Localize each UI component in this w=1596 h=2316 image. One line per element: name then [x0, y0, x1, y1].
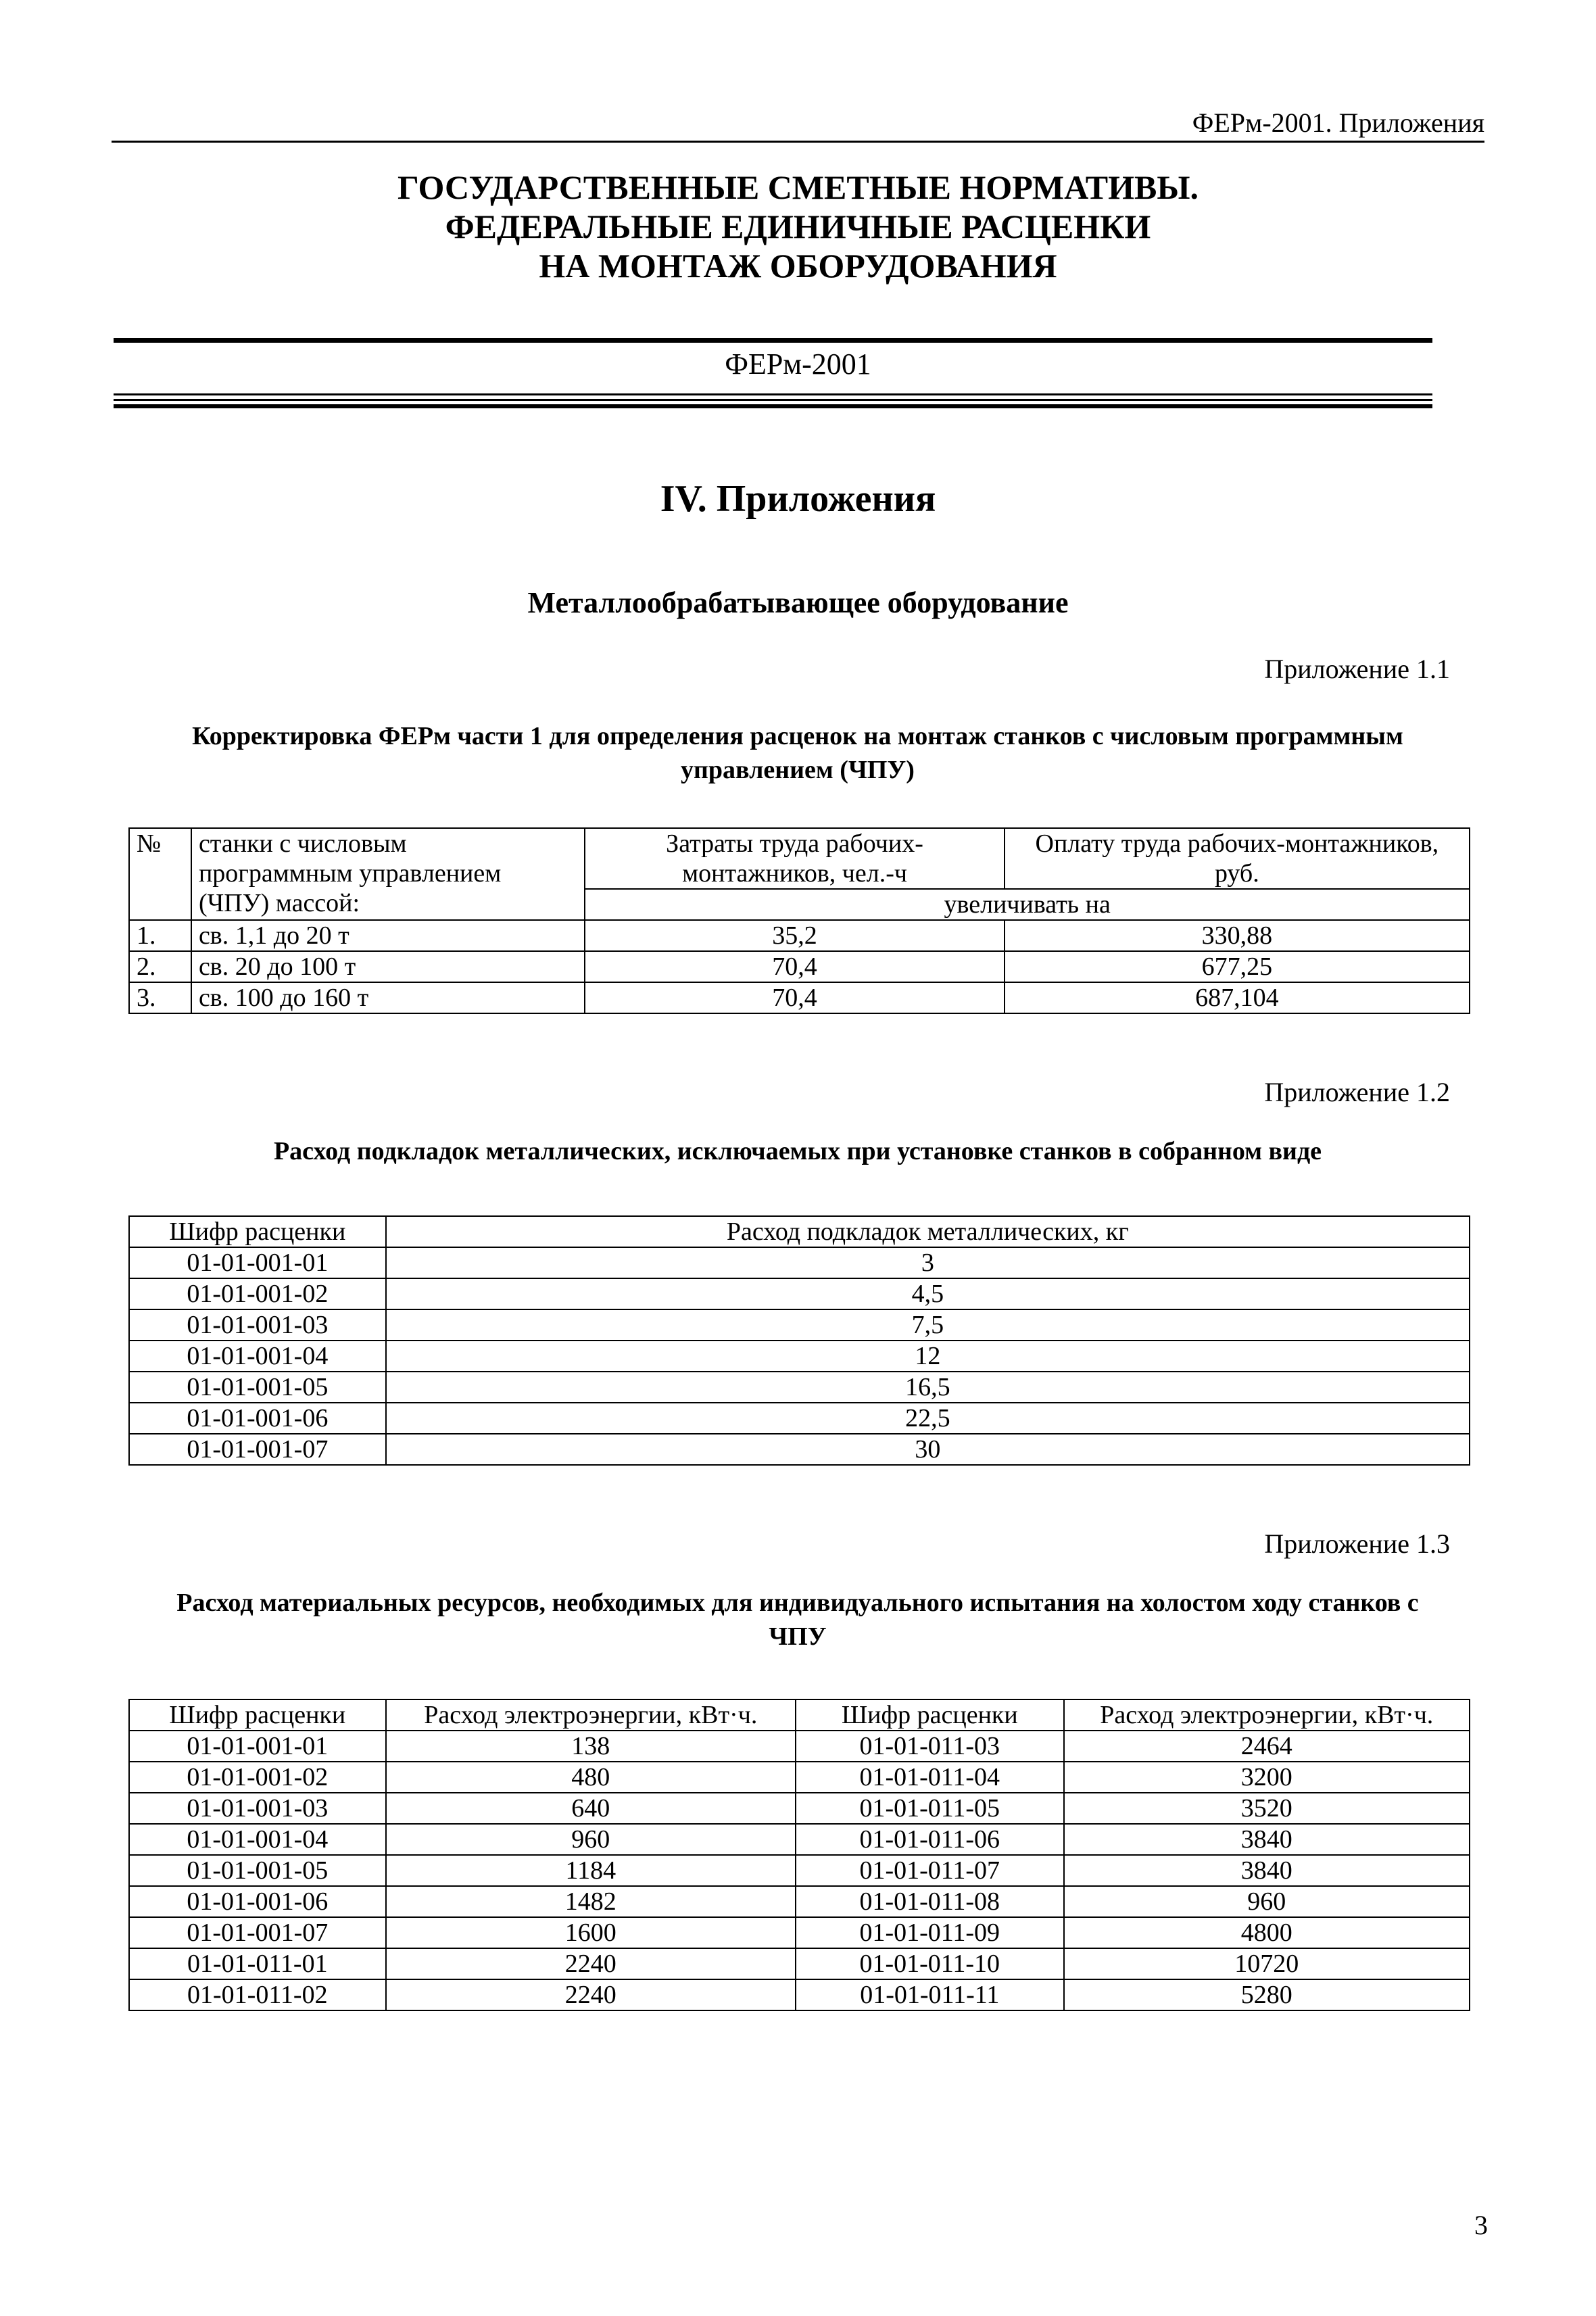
code-rule-bottom-1	[114, 393, 1432, 395]
header-code: Шифр расценки	[129, 1216, 386, 1247]
cell-code-2: 01-01-011-06	[796, 1824, 1064, 1855]
title-line-1: ГОСУДАРСТВЕННЫЕ СМЕТНЫЕ НОРМАТИВЫ.	[397, 168, 1199, 206]
cell-energy-1: 2240	[386, 1948, 796, 1979]
cell-code-1: 01-01-001-03	[129, 1793, 386, 1824]
table-row	[129, 1403, 1470, 1434]
cell-energy-1: 138	[386, 1731, 796, 1762]
cell-code: 01-01-001-07	[129, 1434, 386, 1465]
cell-energy-2: 2464	[1064, 1731, 1470, 1762]
document-title	[0, 168, 1596, 285]
caption-line-1: Расход материальных ресурсов, необходимых для индивидуального испытания на холостом ходу станков с	[176, 1589, 1419, 1617]
header-pads: Расход подкладок металлических, кг	[386, 1216, 1470, 1247]
table-row	[129, 982, 1470, 1013]
cell-code: 01-01-001-02	[129, 1278, 386, 1309]
table-row	[129, 1855, 1470, 1886]
header-wage-line-2: руб.	[1214, 859, 1259, 888]
code-label: ФЕРм-2001	[725, 347, 871, 381]
table-row	[129, 1948, 1470, 1979]
cell-energy-2: 5280	[1064, 1979, 1470, 2010]
cell-wage: 677,25	[1005, 951, 1470, 982]
cell-labor: 70,4	[585, 951, 1004, 982]
table-metal-pads	[128, 1215, 1470, 1466]
header-machine	[191, 828, 585, 920]
cell-value: 4,5	[386, 1278, 1470, 1309]
cell-labor: 35,2	[585, 920, 1004, 951]
appendix-1-1-label: Приложение 1.1	[1264, 654, 1450, 684]
cell-energy-1: 2240	[386, 1979, 796, 2010]
cell-code: 01-01-001-04	[129, 1341, 386, 1372]
table-row	[129, 1731, 1470, 1762]
cell-energy-2: 3200	[1064, 1762, 1470, 1793]
header-labor	[585, 828, 1004, 889]
cell-mass: св. 20 до 100 т	[191, 951, 585, 982]
cell-value: 30	[386, 1434, 1470, 1465]
cell-energy-1: 1184	[386, 1855, 796, 1886]
cell-energy-2: 3840	[1064, 1824, 1470, 1855]
cell-value: 3	[386, 1247, 1470, 1278]
cell-code-2: 01-01-011-08	[796, 1886, 1064, 1917]
table-machine-correction	[128, 827, 1470, 1014]
cell-energy-1: 960	[386, 1824, 796, 1855]
table-row	[129, 1979, 1470, 2010]
appendix-1-1-caption	[135, 719, 1460, 787]
cell-wage: 687,104	[1005, 982, 1470, 1013]
table-row	[129, 1886, 1470, 1917]
cell-code-2: 01-01-011-04	[796, 1762, 1064, 1793]
running-header: ФЕРм-2001. Приложения	[1192, 107, 1484, 138]
appendix-1-3-caption	[135, 1586, 1460, 1654]
cell-energy-1: 640	[386, 1793, 796, 1824]
cell-labor: 70,4	[585, 982, 1004, 1013]
table-row	[129, 1824, 1470, 1855]
header-wage-line-1: Оплату труда рабочих-монтажников,	[1035, 829, 1439, 858]
page-number: 3	[1474, 2210, 1488, 2240]
table-row	[129, 1278, 1470, 1309]
header-num: №	[129, 828, 191, 920]
subsection-title: Металлообрабатывающее оборудование	[527, 586, 1069, 619]
table-row	[129, 920, 1470, 951]
cell-code-2: 01-01-011-05	[796, 1793, 1064, 1824]
header-energy-1: Расход электроэнергии, кВт·ч.	[386, 1699, 796, 1731]
header-increase: увеличивать на	[585, 889, 1470, 920]
cell-energy-2: 10720	[1064, 1948, 1470, 1979]
table-energy-consumption	[128, 1699, 1470, 2011]
cell-energy-1: 1600	[386, 1917, 796, 1948]
cell-value: 16,5	[386, 1372, 1470, 1403]
cell-num: 2.	[129, 951, 191, 982]
cell-code: 01-01-001-05	[129, 1372, 386, 1403]
cell-energy-2: 3520	[1064, 1793, 1470, 1824]
cell-mass: св. 100 до 160 т	[191, 982, 585, 1013]
cell-value: 22,5	[386, 1403, 1470, 1434]
header-code-2: Шифр расценки	[796, 1699, 1064, 1731]
header-code-1: Шифр расценки	[129, 1699, 386, 1731]
cell-code: 01-01-001-06	[129, 1403, 386, 1434]
cell-code-1: 01-01-001-05	[129, 1855, 386, 1886]
cell-code-2: 01-01-011-10	[796, 1948, 1064, 1979]
caption-line-2: ЧПУ	[769, 1622, 827, 1651]
cell-mass: св. 1,1 до 20 т	[191, 920, 585, 951]
table-row	[129, 1917, 1470, 1948]
cell-code: 01-01-001-01	[129, 1247, 386, 1278]
table-row	[129, 1372, 1470, 1403]
code-rule-top	[114, 338, 1432, 343]
cell-code-1: 01-01-001-07	[129, 1917, 386, 1948]
title-line-2: ФЕДЕРАЛЬНЫЕ ЕДИНИЧНЫЕ РАСЦЕНКИ	[445, 208, 1151, 245]
table-row	[129, 1309, 1470, 1341]
table-row	[129, 1247, 1470, 1278]
cell-num: 3.	[129, 982, 191, 1013]
cell-code-2: 01-01-011-11	[796, 1979, 1064, 2010]
appendix-1-2-caption: Расход подкладок металлических, исключаемых при установке станков в собранном виде	[273, 1137, 1322, 1165]
header-energy-2: Расход электроэнергии, кВт·ч.	[1064, 1699, 1470, 1731]
title-line-3: НА МОНТАЖ ОБОРУДОВАНИЯ	[539, 247, 1057, 285]
cell-value: 7,5	[386, 1309, 1470, 1341]
header-machine-line-3: (ЧПУ) массой:	[198, 889, 360, 917]
table-row	[129, 951, 1470, 982]
appendix-1-2-label: Приложение 1.2	[1264, 1077, 1450, 1107]
code-rule-bottom-3	[114, 404, 1432, 408]
cell-num: 1.	[129, 920, 191, 951]
cell-code-1: 01-01-001-04	[129, 1824, 386, 1855]
header-labor-line-2: монтажников, чел.-ч	[682, 859, 907, 888]
cell-code-1: 01-01-011-02	[129, 1979, 386, 2010]
cell-code: 01-01-001-03	[129, 1309, 386, 1341]
cell-energy-2: 960	[1064, 1886, 1470, 1917]
caption-line-2: управлением (ЧПУ)	[681, 756, 915, 784]
cell-code-2: 01-01-011-07	[796, 1855, 1064, 1886]
header-machine-line-2: программным управлением	[198, 859, 502, 888]
caption-line-1: Корректировка ФЕРм части 1 для определения расценок на монтаж станков с числовым программным	[192, 722, 1403, 750]
header-labor-line-1: Затраты труда рабочих-	[666, 829, 923, 858]
table-row	[129, 1434, 1470, 1465]
cell-energy-1: 1482	[386, 1886, 796, 1917]
cell-energy-1: 480	[386, 1762, 796, 1793]
header-machine-line-1: станки с числовым	[198, 829, 407, 858]
cell-code-2: 01-01-011-03	[796, 1731, 1064, 1762]
table-row	[129, 1762, 1470, 1793]
cell-code-1: 01-01-001-06	[129, 1886, 386, 1917]
cell-code-1: 01-01-011-01	[129, 1948, 386, 1979]
table-row	[129, 1341, 1470, 1372]
cell-code-1: 01-01-001-02	[129, 1762, 386, 1793]
cell-code-2: 01-01-011-09	[796, 1917, 1064, 1948]
cell-value: 12	[386, 1341, 1470, 1372]
code-rule-bottom-2	[114, 399, 1432, 401]
section-title: IV. Приложения	[660, 478, 936, 520]
cell-energy-2: 4800	[1064, 1917, 1470, 1948]
header-wage	[1005, 828, 1470, 889]
table-row	[129, 1793, 1470, 1824]
cell-code-1: 01-01-001-01	[129, 1731, 386, 1762]
cell-wage: 330,88	[1005, 920, 1470, 951]
cell-energy-2: 3840	[1064, 1855, 1470, 1886]
appendix-1-3-label: Приложение 1.3	[1264, 1528, 1450, 1559]
header-rule	[112, 141, 1484, 143]
